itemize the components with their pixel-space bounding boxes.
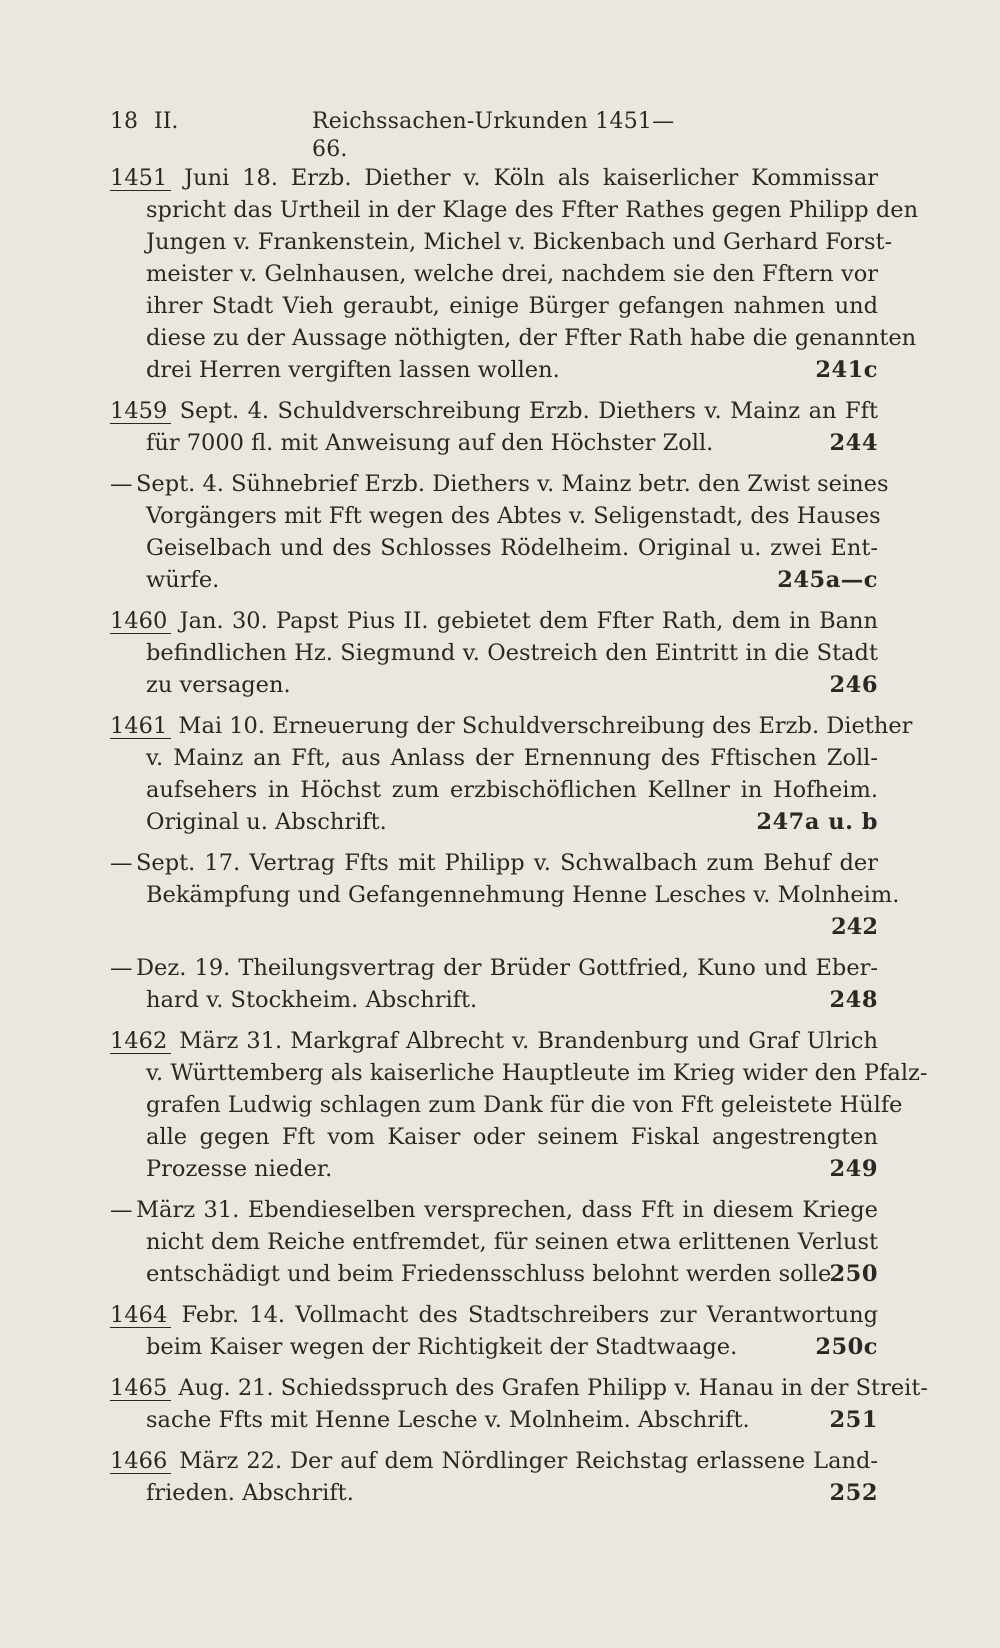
entry-year: 1461 [110, 714, 171, 739]
register-entry [110, 1025, 928, 1185]
document-number: 252 [829, 1480, 878, 1506]
entry-text: Juni 18. Erzb. Diether v. Köln als kaiserlicher Kommissar [171, 165, 878, 191]
entry-text: Sept. 17. Vertrag Ffts mit Philipp v. Schwalbach zum Behuf der [136, 850, 878, 876]
ditto-dash: — [110, 471, 133, 497]
document-number: 247a u. b [756, 809, 878, 835]
entry-text: meister v. Gelnhausen, welche drei, nachdem sie den Fftern vor [146, 261, 878, 287]
page-number: 18 [110, 109, 138, 134]
entry-text: aufsehers in Höchst zum erzbischöflichen Kellner in Hofheim. [146, 777, 878, 803]
register-entry [110, 605, 878, 701]
entry-line [110, 1194, 878, 1226]
entry-text: spricht das Urtheil in der Klage des Ffter Rathes gegen Philipp den [146, 197, 919, 223]
entry-text: v. Mainz an Fft, aus Anlass der Ernennung des Fftischen Zoll- [146, 745, 878, 771]
register-entry [110, 162, 919, 386]
document-number: 246 [829, 672, 878, 698]
entry-year: 1459 [110, 399, 171, 424]
entry-line [110, 1226, 878, 1258]
entry-line [110, 605, 878, 637]
entry-line [110, 1445, 878, 1477]
document-number: 249 [829, 1156, 878, 1182]
entry-line [110, 1057, 928, 1089]
entry-text: Geiselbach und des Schlosses Rödelheim. Original u. zwei Ent- [146, 535, 878, 561]
entry-line [110, 1121, 878, 1153]
register-entry [110, 395, 878, 459]
section-number: II. [154, 109, 179, 134]
entry-text: entschädigt und beim Friedensschluss belohnt werden solle. [146, 1261, 839, 1287]
entry-line [110, 952, 878, 984]
entry-text: Mai 10. Erneuerung der Schuldverschreibung des Erzb. Diether [171, 713, 913, 739]
entry-line [110, 564, 878, 596]
entry-line [110, 806, 878, 838]
entry-year: 1464 [110, 1303, 171, 1328]
entry-line [110, 427, 878, 459]
entry-text: Original u. Abschrift. [146, 809, 387, 835]
entry-ref-line [110, 911, 878, 943]
entry-text: zu versagen. [146, 672, 291, 698]
entry-line [110, 1153, 878, 1185]
entry-text: beim Kaiser wegen der Richtigkeit der Stadtwaage. [146, 1334, 738, 1360]
entry-text: Prozesse nieder. [146, 1156, 333, 1182]
running-title: Reichssachen-Urkunden 1451—66. [312, 109, 675, 162]
entry-line [110, 1025, 878, 1057]
entry-text: für 7000 fl. mit Anweisung auf den Höchster Zoll. [146, 430, 714, 456]
entry-line [110, 984, 878, 1016]
entry-line [110, 637, 878, 669]
document-number: 248 [829, 987, 878, 1013]
entry-year: 1451 [110, 166, 171, 191]
entry-text: Bekämpfung und Gefangennehmung Henne Lesches v. Molnheim. [146, 882, 900, 908]
entry-year: 1462 [110, 1029, 171, 1054]
entry-line [110, 710, 913, 742]
entry-line [110, 162, 878, 194]
entry-line [110, 395, 878, 427]
register-entry [110, 952, 878, 1016]
entry-line [110, 1404, 878, 1436]
document-number: 242 [831, 914, 878, 940]
entry-text: v. Württemberg als kaiserliche Hauptleute im Krieg wider den Pfalz- [146, 1060, 928, 1086]
entry-line [110, 879, 900, 911]
register-entry [110, 1445, 878, 1509]
register-entries [110, 162, 928, 1518]
entry-line [110, 669, 878, 701]
entry-text: diese zu der Aussage nöthigten, der Ffter Rath habe die genannten [146, 325, 917, 351]
entry-line [110, 847, 878, 879]
entry-line [110, 1089, 903, 1121]
ditto-dash: — [110, 955, 133, 981]
document-number: 250 [829, 1261, 878, 1287]
document-number: 245a—c [777, 567, 878, 593]
document-number: 251 [829, 1407, 878, 1433]
entry-text: frieden. Abschrift. [146, 1480, 354, 1506]
document-number: 241c [815, 357, 878, 383]
entry-text: hard v. Stockheim. Abschrift. [146, 987, 478, 1013]
entry-line [110, 322, 917, 354]
entry-text: alle gegen Fft vom Kaiser oder seinem Fiskal angestrengten [146, 1124, 878, 1150]
entry-text: März 22. Der auf dem Nördlinger Reichstag erlassene Land- [171, 1448, 878, 1474]
entry-line [110, 1258, 878, 1290]
register-entry [110, 1299, 878, 1363]
entry-line [110, 1331, 878, 1363]
entry-text: grafen Ludwig schlagen zum Dank für die von Fft geleistete Hülfe [146, 1092, 903, 1118]
entry-line [110, 258, 878, 290]
entry-text: Jungen v. Frankenstein, Michel v. Bickenbach und Gerhard Forst- [146, 229, 893, 255]
document-number: 244 [829, 430, 878, 456]
register-entry [110, 710, 913, 838]
entry-text: Aug. 21. Schiedsspruch des Grafen Philipp v. Hanau in der Streit- [171, 1375, 928, 1401]
entry-line [110, 226, 893, 258]
entry-line [110, 1372, 928, 1404]
entry-line [110, 532, 878, 564]
entry-line [110, 1299, 878, 1331]
entry-line [110, 194, 919, 226]
register-entry [110, 1372, 928, 1436]
entry-text: März 31. Ebendieselben versprechen, dass Fft in diesem Kriege [136, 1197, 878, 1223]
entry-line [110, 354, 878, 386]
entry-year: 1466 [110, 1449, 171, 1474]
ditto-dash: — [110, 1197, 133, 1223]
entry-text: nicht dem Reiche entfremdet, für seinen etwa erlittenen Verlust [146, 1229, 879, 1255]
entry-text: Febr. 14. Vollmacht des Stadtschreibers zur Verantwortung [171, 1302, 878, 1328]
entry-line [110, 774, 878, 806]
entry-text: befindlichen Hz. Siegmund v. Oestreich den Eintritt in die Stadt [146, 640, 878, 666]
entry-text: Sept. 4. Schuldverschreibung Erzb. Diethers v. Mainz an Fft [171, 398, 878, 424]
ditto-dash: — [110, 850, 133, 876]
entry-text: März 31. Markgraf Albrecht v. Brandenburg und Graf Ulrich [171, 1028, 878, 1054]
entry-text: Dez. 19. Theilungsvertrag der Brüder Gottfried, Kuno und Eber- [136, 955, 878, 981]
entry-line [110, 742, 878, 774]
entry-text: Sept. 4. Sühnebrief Erzb. Diethers v. Mainz betr. den Zwist seines [136, 471, 889, 497]
entry-year: 1465 [110, 1376, 171, 1401]
register-entry [110, 847, 900, 943]
entry-line [110, 500, 881, 532]
entry-text: Vorgängers mit Fft wegen des Abtes v. Seligenstadt, des Hauses [146, 503, 881, 529]
entry-text: Jan. 30. Papst Pius II. gebietet dem Ffter Rath, dem in Bann [171, 608, 878, 634]
register-entry [110, 1194, 878, 1290]
entry-text: drei Herren vergiften lassen wollen. [146, 357, 560, 383]
entry-year: 1460 [110, 609, 171, 634]
entry-text: ihrer Stadt Vieh geraubt, einige Bürger gefangen nahmen und [146, 293, 878, 319]
entry-line [110, 1477, 878, 1509]
register-entry [110, 468, 889, 596]
entry-line [110, 468, 889, 500]
entry-line [110, 290, 878, 322]
document-number: 250c [815, 1334, 878, 1360]
entry-text: sache Ffts mit Henne Lesche v. Molnheim. Abschrift. [146, 1407, 750, 1433]
entry-text: würfe. [146, 567, 220, 593]
